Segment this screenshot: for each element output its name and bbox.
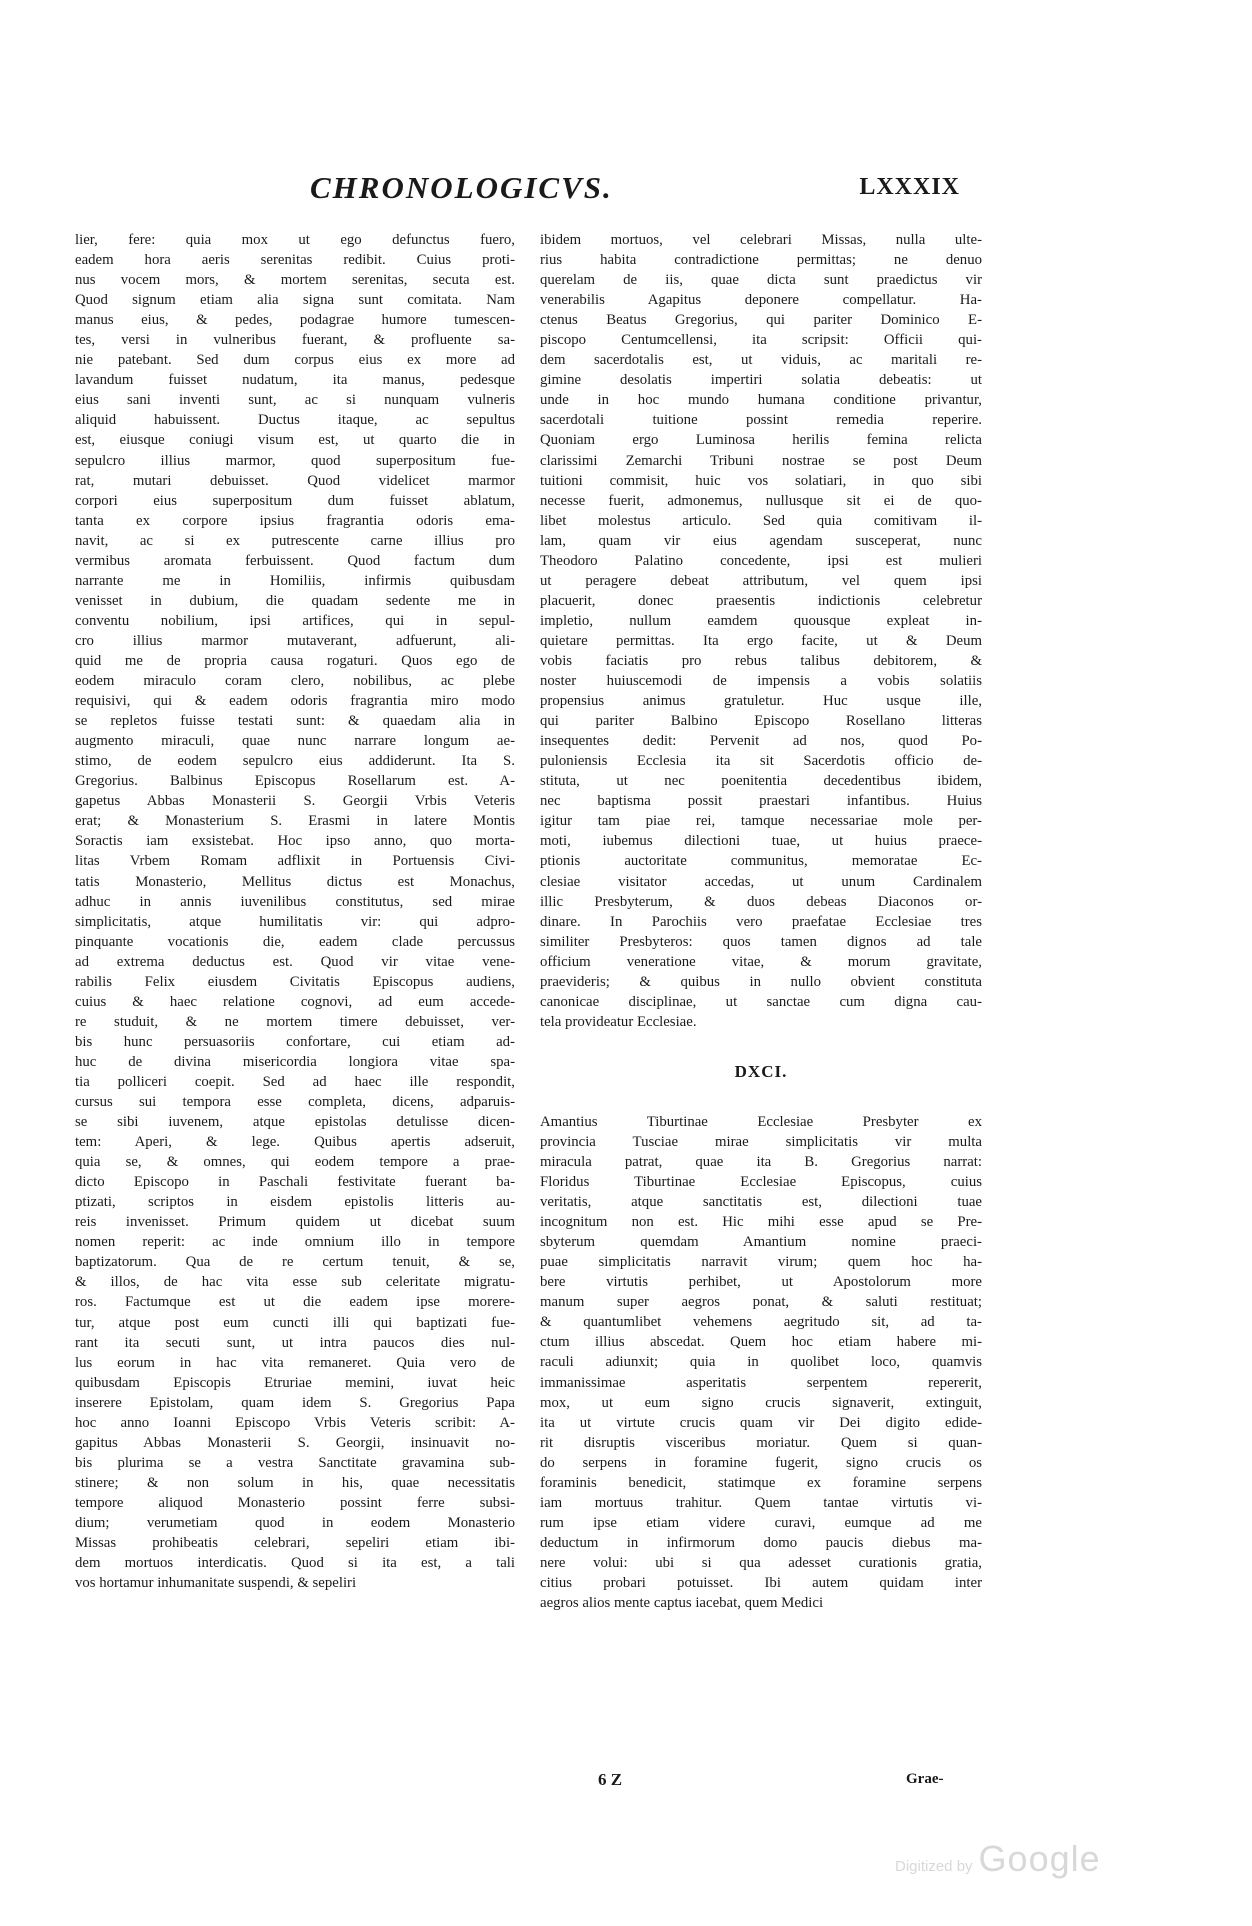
text-line: rit disruptis visceribus moriatur. Quem si quan- <box>540 1434 982 1451</box>
text-line: dem sacerdotalis est, ut viduis, ac maritali re- <box>540 352 982 369</box>
text-line: provincia Tusciae mirae simplicitatis vir multa <box>540 1133 982 1150</box>
text-line: cuius & haec relatione cognovi, ad eum accede- <box>75 993 515 1010</box>
text-line: tempore aliquod Monasterio possint ferre subsi- <box>75 1494 515 1511</box>
text-line: Gregorius. Balbinus Episcopus Rosellarum est. A- <box>75 773 515 790</box>
left-column <box>75 230 515 1593</box>
text-line: corpori eius superpositum dum fuisset ablatum, <box>75 492 515 509</box>
text-line: veritatis, atque sanctitatis est, dilectioni tuae <box>540 1194 982 1211</box>
text-line: cursus sui tempora esse completa, dicens, adparuis- <box>75 1094 515 1111</box>
text-line: do serpens in foramine fugerit, signo crucis os <box>540 1454 982 1471</box>
digitizer-watermark <box>895 1838 1101 1880</box>
text-line: citius probari potuisset. Ibi autem quidam inter <box>540 1575 982 1591</box>
page-header <box>220 170 980 210</box>
text-line: tuitioni commisit, huic vos solatiari, in quo sibi <box>540 472 982 489</box>
text-line: eadem hora aeris serenitas redibit. Cuius proti- <box>75 252 515 269</box>
text-line: venisset in dubium, die quadam sedente me in <box>75 592 515 609</box>
text-line: litas Vrbem Romam adflixit in Portuensis Civi- <box>75 853 515 870</box>
text-line: clesiae visitator accedas, ut unum Cardinalem <box>540 873 982 890</box>
text-line: gapitus Abbas Monasterii S. Georgii, insinuavit no- <box>75 1434 515 1451</box>
text-line: rant ita secuti sunt, ut intra paucos dies nul- <box>75 1334 515 1351</box>
text-line: ad extrema deductus est. Quod vir vitae vene- <box>75 953 515 970</box>
text-line: cro illius marmor mutaverant, adfuerunt, ali- <box>75 632 515 649</box>
text-line: praevideris; & quibus in nullo obvient constituta <box>540 973 982 990</box>
text-line: tia polliceri coepit. Sed ad haec ille respondit, <box>75 1073 515 1090</box>
text-line: rat, mutari debuisset. Quod videlicet marmor <box>75 472 515 489</box>
text-line: Theodoro Palatino concedente, ipsi est mulieri <box>540 552 982 569</box>
text-line: similiter Presbyteros: quos tamen dignos ad tale <box>540 933 982 950</box>
text-line: sbyterum quemdam Amantium nomine praeci- <box>540 1234 982 1251</box>
text-line: ut peragere debeat attributum, vel quem ipsi <box>540 572 982 589</box>
text-line: querelam de iis, quae dicta sunt praedictus vir <box>540 272 982 289</box>
text-line: Missas prohibeatis celebrari, sepeliri etiam ibi- <box>75 1535 515 1552</box>
text-line: incognitum non est. Hic mihi esse apud se Pre- <box>540 1214 982 1231</box>
page-number: LXXXIX <box>859 174 960 200</box>
text-line: Quod signum etiam alia signa sunt comitata. Nam <box>75 292 515 309</box>
text-line: vobis faciatis pro rebus talibus debitorem, & <box>540 652 982 669</box>
text-line: puae simplicitatis narravit virum; quem hoc ha- <box>540 1254 982 1271</box>
text-line: tur, atque post eum cuncti illi qui baptizati fue- <box>75 1314 515 1331</box>
text-line: & illos, de hac vita esse sub celeritate migratu- <box>75 1274 515 1291</box>
text-line: ptionis auctoritate communitus, memoratae Ec- <box>540 853 982 870</box>
text-line: illic Presbyterum, & duos debeas Diaconos or- <box>540 893 982 910</box>
text-line: baptizatorum. Qua de re certum tenuit, & se, <box>75 1254 515 1271</box>
text-line: lam, quam vir eius agendam susceperat, nunc <box>540 532 982 549</box>
text-line: adhuc in annis iuvenilibus constitutus, sed mirae <box>75 893 515 910</box>
running-title: CHRONOLOGICVS. <box>310 170 613 205</box>
text-line: vos hortamur inhumanitate suspendi, & sepeliri <box>75 1575 357 1592</box>
text-line: se sibi iuvenem, atque epistolas detulisse dicen- <box>75 1114 515 1131</box>
text-line: tela provideatur Ecclesiae. <box>540 1013 697 1030</box>
text-line: sacerdotali tuitione possint remedia reperire. <box>540 412 982 429</box>
text-line: dium; verumetiam quod in eodem Monasterio <box>75 1515 515 1531</box>
section-heading: DXCI. <box>734 1061 788 1081</box>
watermark-logo-text: Google <box>978 1838 1101 1879</box>
text-line: rum ipse etiam videre curavi, eumque ad me <box>540 1514 982 1531</box>
text-line: stimo, de eodem sepulcro eius addiderunt. Ita S. <box>75 753 515 770</box>
text-line: immanissimae asperitatis serpentem repererit, <box>540 1374 982 1391</box>
text-line: quibusdam Episcopis Etruriae memini, iuvat heic <box>75 1374 515 1391</box>
text-line: se repletos fuisse testati sunt: & quaedam alia in <box>75 713 515 730</box>
text-line: Floridus Tiburtinae Ecclesiae Episcopus, cuius <box>540 1174 982 1191</box>
text-line: conventu nobilium, ipsi artifices, qui in sepul- <box>75 612 515 629</box>
text-line: erat; & Monasterium S. Erasmi in latere Montis <box>75 813 515 830</box>
text-line: dem mortuos interdicatis. Quod si ita est, a tali <box>75 1555 515 1572</box>
text-line: bis hunc persuasoriis confortare, cui etiam ad- <box>75 1033 515 1050</box>
text-line: eodem miraculo coram clero, nobilibus, ac plebe <box>75 673 515 690</box>
text-line: rius habita contradictione permittas; ne denuo <box>540 252 982 269</box>
text-line: gimine desolatis impertiri solatia debeatis: ut <box>540 372 982 389</box>
text-line: venerabilis Agapitus deponere compellatur. Ha- <box>540 292 982 309</box>
text-line: nie patebant. Sed dum corpus eius ex more ad <box>75 352 515 369</box>
text-line: inserere Epistolam, quam idem S. Gregorius Papa <box>75 1394 515 1411</box>
text-line: impletio, nullum eamdem quousque expleat in- <box>540 612 982 629</box>
text-line: vermibus aromata ferbuissent. Quod factum dum <box>75 552 515 569</box>
text-line: Quoniam ergo Luminosa herilis femina relicta <box>540 432 982 449</box>
text-line: quietare permittas. Ita ergo facite, ut & Deum <box>540 632 982 649</box>
text-line: foraminis benedicit, statimque ex foramine serpens <box>540 1474 982 1491</box>
text-line: iam mortuus trahitur. Quem tantae virtutis vi- <box>540 1494 982 1511</box>
text-line: nomen reperit: ac inde omnium illo in tempore <box>75 1234 515 1251</box>
text-line: miracula patrat, quae ita B. Gregorius narrat: <box>540 1154 982 1171</box>
text-line: requisivi, qui & eadem odoris fragrantia miro modo <box>75 693 515 710</box>
text-line: nus vocem mors, & mortem serenitas, secuta est. <box>75 272 515 289</box>
text-line: manum super aegros ponat, & saluti restituat; <box>540 1294 982 1311</box>
watermark-small-text: Digitized by <box>895 1858 973 1875</box>
text-line: necesse fuerit, admonemus, nullusque sit ei de quo- <box>540 492 982 509</box>
text-line: navit, ac si ex putrescente carne illius pro <box>75 532 515 549</box>
text-line: ctum illius abscedat. Quem hoc etiam habere mi- <box>540 1334 982 1351</box>
right-column-text-bottom <box>540 1112 982 1613</box>
text-line: stituta, ut nec poenitentia decedentibus ibidem, <box>540 773 982 790</box>
text-line: quia se, & omnes, qui eodem tempore a prae- <box>75 1154 515 1171</box>
text-line: puloniensis Ecclesia ita sit Sacerdotis officio de- <box>540 753 982 770</box>
text-line: clarissimi Zemarchi Tribuni nostrae se post Deum <box>540 452 982 469</box>
text-line: lus eorum in hac vita remaneret. Quia vero de <box>75 1354 515 1371</box>
text-line: pinquante vocationis die, eadem clade percussus <box>75 933 515 950</box>
text-line: ibidem mortuos, vel celebrari Missas, nulla ulte- <box>540 232 982 248</box>
text-line: sepulcro illius marmor, quod superpositum fue- <box>75 452 515 469</box>
text-line: gapetus Abbas Monasterii S. Georgii Vrbis Veteris <box>75 793 515 810</box>
text-line: aegros alios mente captus iacebat, quem Medici <box>540 1595 824 1612</box>
text-line: Soractis iam exsistebat. Hoc ipso anno, quo morta- <box>75 833 515 850</box>
text-line: ita ut virtute crucis quam vir Dei digito edide- <box>540 1414 982 1431</box>
text-line: simplicitatis, atque humilitatis vir: qui adpro- <box>75 913 515 930</box>
text-line: rabilis Felix eiusdem Civitatis Episcopus audiens, <box>75 973 515 990</box>
text-line: tes, versi in vulneribus fuerant, & profluente sa- <box>75 332 515 349</box>
text-line: libet molestus articulo. Sed quia comitivam il- <box>540 512 982 529</box>
right-column <box>540 230 982 1613</box>
text-line: manus eius, & pedes, podagrae humore tumescen- <box>75 312 515 329</box>
text-line: huc de divina misericordia longiora vitae spa- <box>75 1053 515 1070</box>
text-line: quid me de propria causa rogaturi. Quos ego de <box>75 652 515 669</box>
text-line: re studuit, & ne mortem timere debuisset, ver- <box>75 1013 515 1030</box>
text-line: moti, iubemus dilectioni tuae, ut huius praece- <box>540 833 982 850</box>
text-line: mox, ut eum signo crucis signaverit, extinguit, <box>540 1394 982 1411</box>
text-line: stinere; & non solum in his, quae necessitatis <box>75 1474 515 1491</box>
text-line: lavandum fuisset nudatum, ita manus, pedesque <box>75 372 515 389</box>
text-line: est, eiusque coniugi visum est, ut quarto die in <box>75 432 515 449</box>
text-line: unde in hoc mundo humana conditione privantur, <box>540 392 982 409</box>
text-line: hoc anno Ioanni Episcopo Vrbis Veteris scribit: A- <box>75 1414 515 1431</box>
text-line: insequentes dedit: Pervenit ad nos, quod Po- <box>540 733 982 750</box>
text-line: aliquid habuissent. Ductus itaque, ac sepultus <box>75 412 515 429</box>
text-line: ctenus Beatus Gregorius, qui pariter Dominico E- <box>540 312 982 329</box>
text-line: ptizati, scriptos in eisdem epistolis litteris au- <box>75 1194 515 1211</box>
text-line: bis plurima se a vestra Sanctitate gravamina sub- <box>75 1454 515 1471</box>
text-line: nec baptisma possit praestari infantibus. Huius <box>540 793 982 810</box>
text-line: dicto Episcopo in Paschali festivitate fuerant ba- <box>75 1174 515 1191</box>
text-line: placuerit, donec praesentis indictionis celebretur <box>540 592 982 609</box>
text-line: tatis Monasterio, Mellitus dictus est Monachus, <box>75 873 515 890</box>
text-line: nere volui: ubi si qua adesset curationis gratia, <box>540 1554 982 1571</box>
text-line: & quantumlibet vehemens aegritudo sit, ad ta- <box>540 1314 982 1331</box>
text-line: qui pariter Balbino Episcopo Rosellano litteras <box>540 713 982 730</box>
text-line: augmento miraculi, quae nunc narrare longum ae- <box>75 733 515 750</box>
text-line: deductum in infirmorum domo paucis diebus ma- <box>540 1534 982 1551</box>
text-line: officium veneratione vitae, & morum gravitate, <box>540 953 982 970</box>
text-line: canonicae disciplinae, ut sanctae cum digna cau- <box>540 993 982 1010</box>
text-line: eius sani inventi sunt, ac si nunquam vulneris <box>75 392 515 409</box>
text-line: bere virtutis perhibet, ut Apostolorum more <box>540 1274 982 1291</box>
text-line: narrante me in Homiliis, infirmis quibusdam <box>75 572 515 589</box>
signature-mark: 6 Z <box>598 1770 623 1789</box>
text-line: ros. Factumque est ut die eadem ipse morere- <box>75 1294 515 1311</box>
text-line: reis invenisset. Primum quidem ut dicebat suum <box>75 1214 515 1231</box>
text-line: Amantius Tiburtinae Ecclesiae Presbyter ex <box>540 1113 982 1130</box>
text-line: tanta ex corpore ipsius fragrantia odoris ema- <box>75 512 515 529</box>
catchword: Grae- <box>906 1771 944 1787</box>
text-line: igitur tam piae rei, tamque necessariae mole per- <box>540 813 982 830</box>
text-line: piscopo Centumcellensi, ita scripsit: Officii qui- <box>540 332 982 349</box>
text-line: raculi adiunxit; quia in quolibet loco, quamvis <box>540 1354 982 1371</box>
text-line: dinare. In Parochiis vero praefatae Ecclesiae tres <box>540 913 982 930</box>
text-line: propensius animus gratuletur. Huc usque ille, <box>540 693 982 710</box>
right-column-text-top <box>540 230 982 1032</box>
text-line: lier, fere: quia mox ut ego defunctus fuero, <box>75 232 515 248</box>
text-line: noster huiuscemodi de impensis a vobis solatiis <box>540 673 982 690</box>
text-line: tem: Aperi, & lege. Quibus apertis adseruit, <box>75 1134 515 1151</box>
